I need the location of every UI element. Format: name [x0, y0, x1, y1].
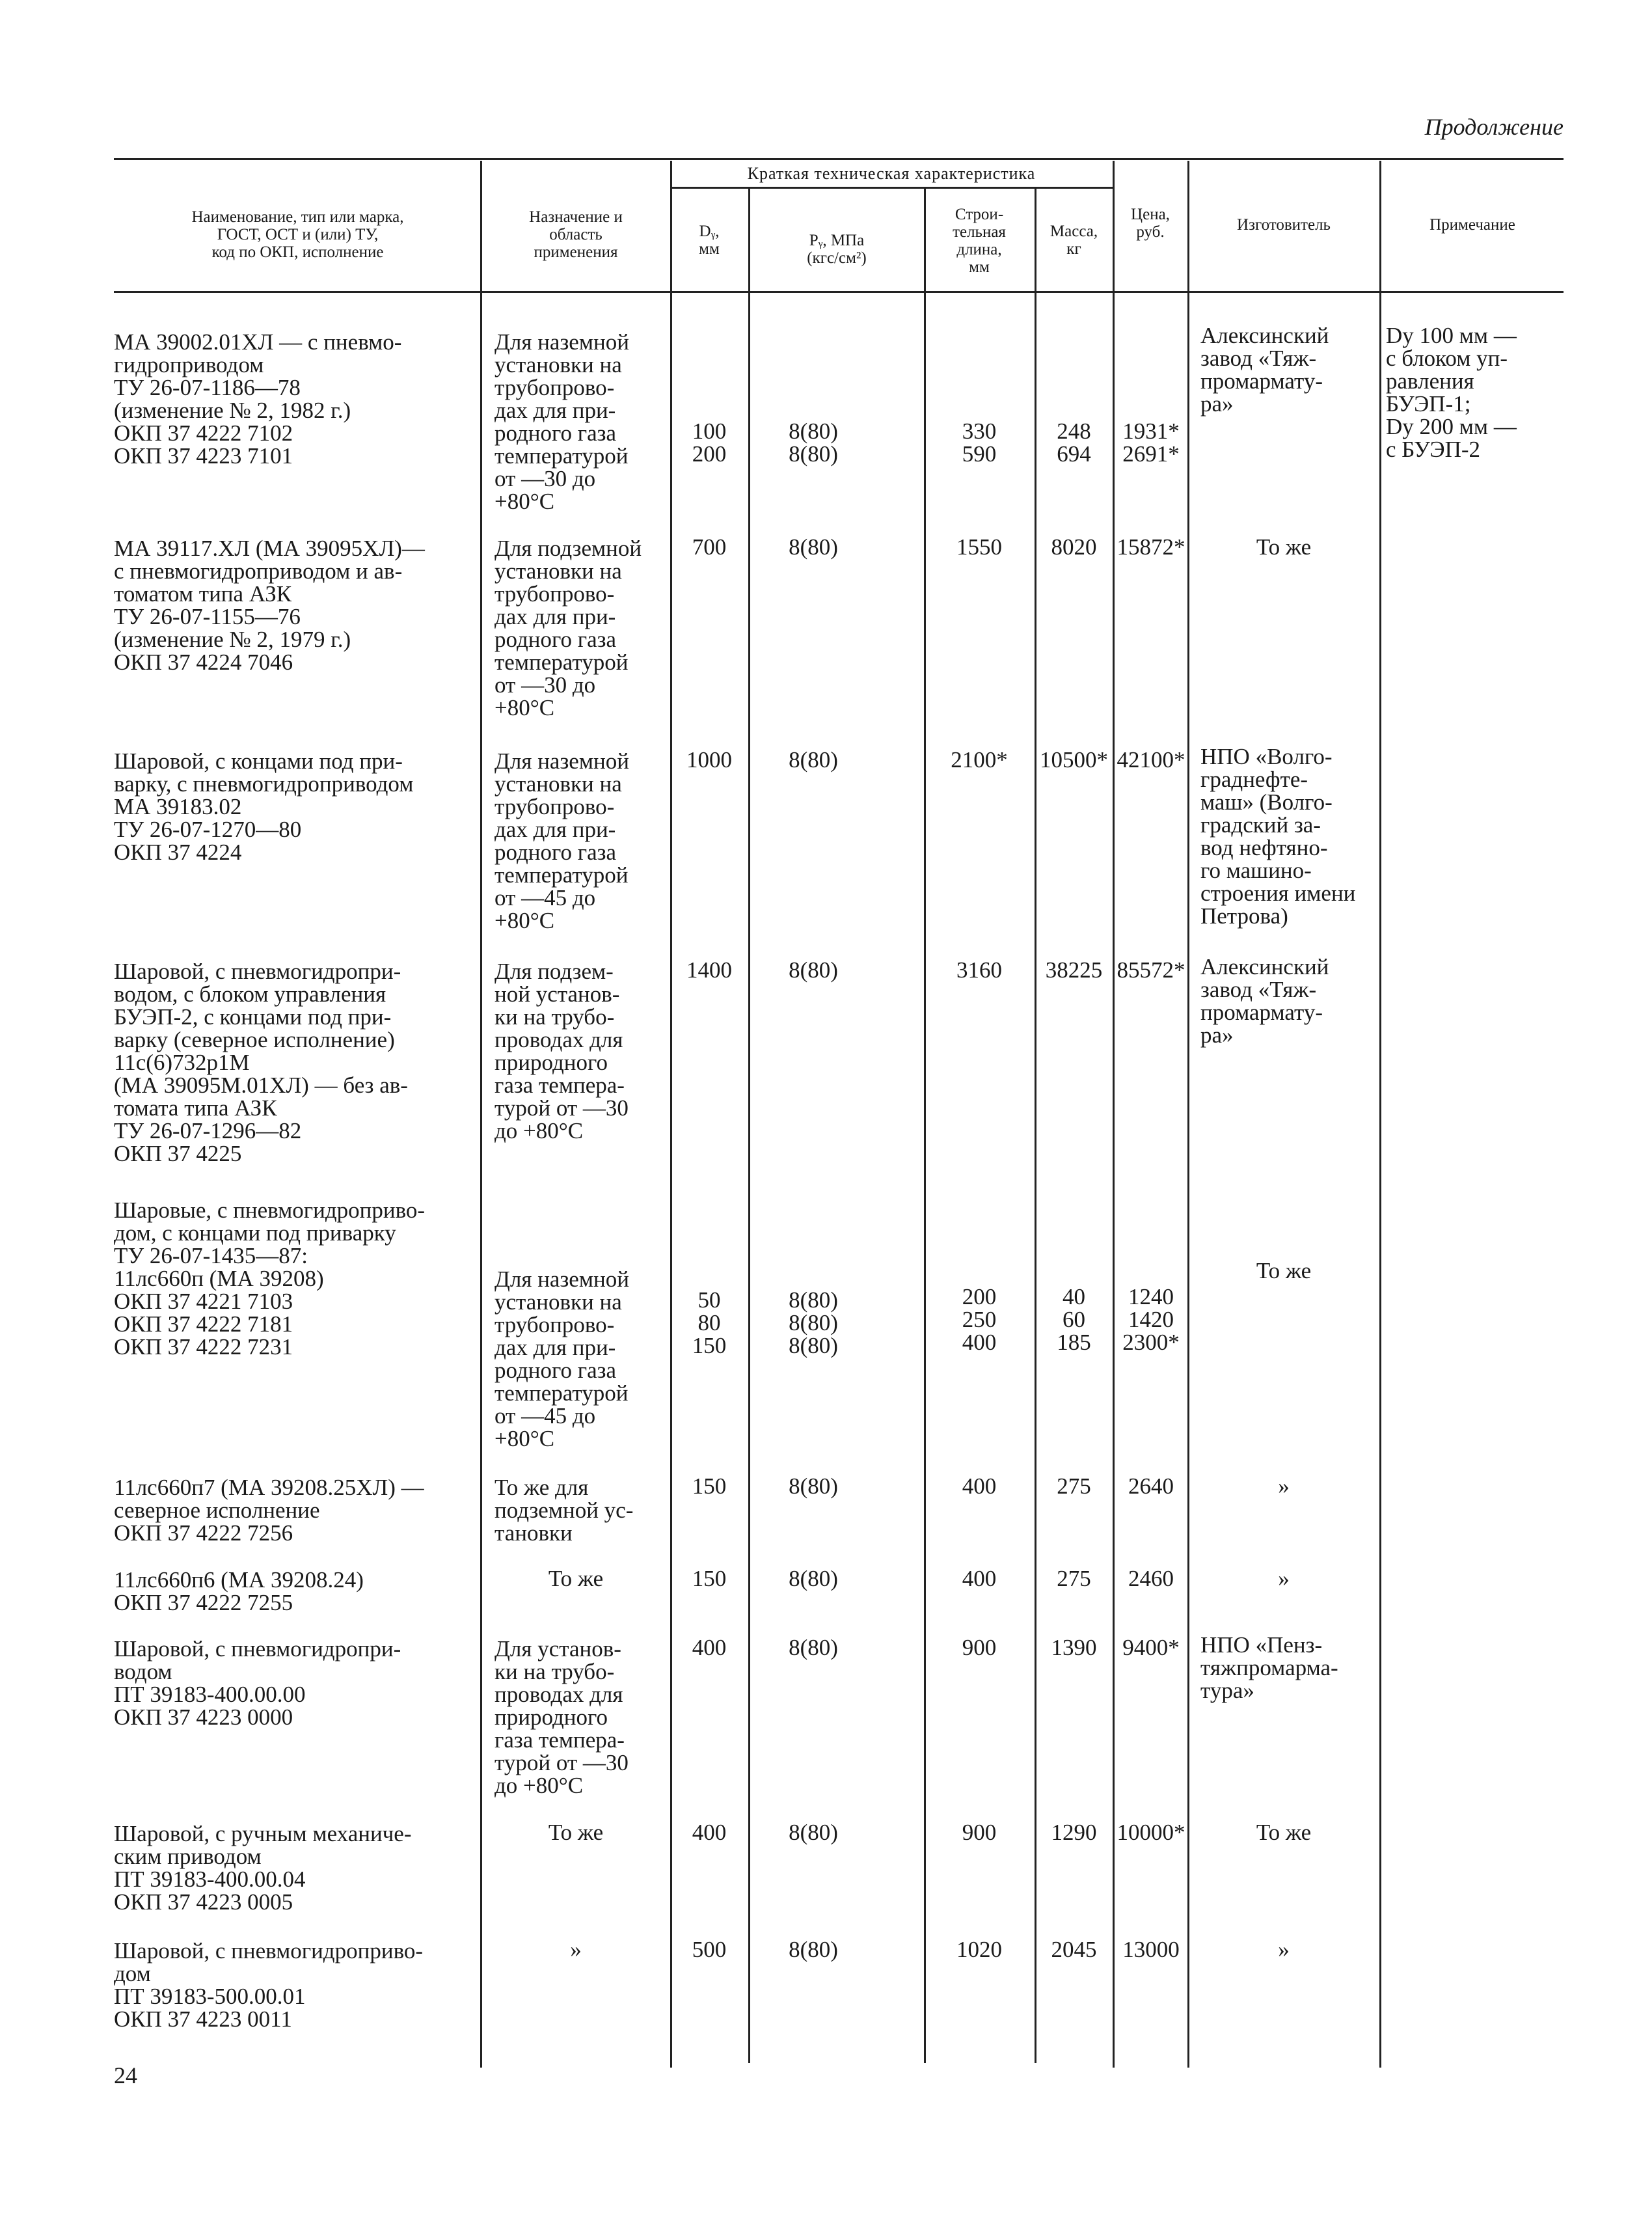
row-4-purpose: Для наземной установки на трубопрово- дах для при- родного газа температурой от —45 до +80°С [494, 1266, 629, 1451]
row-9-purpose: » [570, 1937, 582, 1962]
row-6-dy: 150 [692, 1566, 727, 1591]
row-0-length: 330 590 [962, 418, 997, 467]
row-3-mass: 38225 [1045, 957, 1103, 983]
row-6-mass: 275 [1057, 1566, 1091, 1591]
row-7-length: 900 [962, 1635, 997, 1660]
row-8-purpose: То же [548, 1820, 604, 1845]
tech-group-rule [670, 187, 1113, 189]
row-8-price: 10000* [1117, 1820, 1185, 1845]
header-purpose: Назначение и область применения [529, 208, 623, 261]
row-0-mass: 248 694 [1057, 418, 1091, 467]
row-1-price: 15872* [1117, 534, 1185, 560]
row-8-length: 900 [962, 1820, 997, 1845]
row-3-length: 3160 [956, 957, 1002, 983]
header-py: Pᵧ, МПа (кгс/см²) [807, 232, 867, 267]
row-2-length: 2100* [951, 747, 1008, 773]
row-3-price: 85572* [1117, 957, 1185, 983]
row-9-dy: 500 [692, 1937, 727, 1962]
row-1-purpose: Для подземной установки на трубопрово- дах для при- родного газа температурой от —30 до +80°С [494, 536, 642, 720]
row-2-name: Шаровой, с концами под при- варку, с пневмогидроприводом МА 39183.02 ТУ 26-07-1270—80 ОКП 37 4224 [114, 748, 414, 865]
row-3-dy: 1400 [686, 957, 732, 983]
row-6-name: 11лс660п6 (МА 39208.24) ОКП 37 4222 7255 [114, 1567, 364, 1615]
header-price: Цена, руб. [1131, 206, 1170, 241]
row-0-price: 1931* 2691* [1122, 418, 1180, 467]
col-rule-2 [670, 161, 672, 2068]
row-5-price: 2640 [1128, 1473, 1174, 1499]
row-6-length: 400 [962, 1566, 997, 1591]
header-dy: Dᵧ, мм [699, 223, 720, 258]
row-8-dy: 400 [692, 1820, 727, 1845]
header-maker: Изготовитель [1237, 216, 1331, 234]
row-9-name: Шаровой, с пневмогидроприво- дом ПТ 39183-500.00.01 ОКП 37 4223 0011 [114, 1938, 424, 2032]
header-tech-group: Краткая техническая характеристика [747, 164, 1036, 183]
row-1-mass: 8020 [1051, 534, 1097, 560]
row-2-maker: НПО «Волго- граднефте- маш» (Волго- градский за- вод нефтяно- го машино- строения имени Петрова) [1200, 744, 1356, 929]
row-8-py: 8(80) [789, 1820, 838, 1845]
row-8-name: Шаровой, с ручным механиче- ским приводом ПТ 39183-400.00.04 ОКП 37 4223 0005 [114, 1821, 412, 1915]
row-7-mass: 1390 [1051, 1635, 1097, 1660]
row-0-name: МА 39002.01ХЛ — с пневмо- гидроприводом ТУ 26-07-1186—78 (изменение № 2, 1982 г.) ОКП 37 4222 7102 ОКП 37 4223 7101 [114, 329, 402, 469]
row-1-name: МА 39117.ХЛ (МА 39095ХЛ)— с пневмогидроприводом и ав- томатом типа АЗК ТУ 26-07-1155—76 (изменение № 2, 1979 г.) ОКП 37 4224 7046 [114, 536, 425, 675]
row-0-maker: Алексинский завод «Тяж- промармату- ра» [1200, 323, 1329, 417]
row-0-note: Dу 100 мм — с блоком уп- равления БУЭП-1; Dу 200 мм — с БУЭП-2 [1386, 323, 1517, 462]
header-mass: Масса, кг [1049, 223, 1098, 258]
continuation-label: Продолжение [1424, 114, 1564, 140]
row-3-maker: Алексинский завод «Тяж- промармату- ра» [1200, 954, 1329, 1048]
header-bottom-rule [114, 291, 1564, 293]
row-4-maker: То же [1256, 1258, 1312, 1283]
row-7-price: 9400* [1122, 1635, 1180, 1660]
row-5-mass: 275 [1057, 1473, 1091, 1499]
row-2-price: 42100* [1117, 747, 1185, 773]
row-5-maker: » [1278, 1473, 1290, 1499]
row-5-name: 11лс660п7 (МА 39208.25ХЛ) — северное исполнение ОКП 37 4222 7256 [114, 1475, 424, 1546]
row-5-dy: 150 [692, 1473, 727, 1499]
row-6-purpose: То же [548, 1566, 604, 1591]
row-4-length: 200 250 400 [962, 1284, 997, 1355]
row-6-maker: » [1278, 1566, 1290, 1591]
row-2-py: 8(80) [789, 747, 838, 773]
page-number: 24 [114, 2062, 137, 2088]
row-2-dy: 1000 [686, 747, 732, 773]
row-3-py: 8(80) [789, 957, 838, 983]
row-4-py: 8(80) 8(80) 8(80) [789, 1287, 838, 1358]
col-rule-1 [480, 161, 482, 2068]
header-name: Наименование, тип или марка, ГОСТ, ОСТ и (или) ТУ, код по ОКП, исполнение [191, 208, 404, 261]
row-6-price: 2460 [1128, 1566, 1174, 1591]
row-3-purpose: Для подзем- ной установ- ки на трубо- проводах для природного газа темпера- турой от —30 до +80°С [494, 959, 629, 1143]
row-0-py: 8(80) 8(80) [789, 418, 838, 467]
row-9-price: 13000 [1122, 1937, 1180, 1962]
row-9-py: 8(80) [789, 1937, 838, 1962]
row-9-mass: 2045 [1051, 1937, 1097, 1962]
row-8-mass: 1290 [1051, 1820, 1097, 1845]
row-8-maker: То же [1256, 1820, 1312, 1845]
row-0-dy: 100 200 [692, 418, 727, 467]
row-1-maker: То же [1256, 534, 1312, 560]
row-7-maker: НПО «Пенз- тяжпромарма- тура» [1200, 1632, 1338, 1703]
header-note: Примечание [1429, 216, 1515, 234]
row-2-mass: 10500* [1040, 747, 1108, 773]
table-top-rule [114, 158, 1564, 160]
row-1-py: 8(80) [789, 534, 838, 560]
col-rule-4 [924, 189, 926, 2063]
row-4-price: 1240 1420 2300* [1122, 1284, 1180, 1355]
row-9-maker: » [1278, 1937, 1290, 1962]
row-4-dy: 50 80 150 [692, 1287, 727, 1358]
row-1-dy: 700 [692, 534, 727, 560]
row-1-length: 1550 [956, 534, 1002, 560]
row-7-purpose: Для установ- ки на трубо- проводах для природного газа темпера- турой от —30 до +80°С [494, 1636, 629, 1798]
col-rule-5 [1035, 189, 1036, 2063]
col-rule-7 [1187, 161, 1189, 2068]
row-4-name: Шаровые, с пневмогидроприво- дом, с концами под приварку ТУ 26-07-1435—87: 11лс660п (МА 39208) ОКП 37 4221 7103 ОКП 37 4222 7181 ОКП 37 4222 7231 [114, 1197, 426, 1360]
row-4-mass: 40 60 185 [1057, 1284, 1091, 1355]
row-7-name: Шаровой, с пневмогидропри- водом ПТ 39183-400.00.00 ОКП 37 4223 0000 [114, 1636, 401, 1730]
header-length: Строи- тельная длина, мм [953, 206, 1006, 276]
row-0-purpose: Для наземной установки на трубопрово- дах для при- родного газа температурой от —30 до +80°С [494, 329, 629, 514]
row-9-length: 1020 [956, 1937, 1002, 1962]
row-5-purpose: То же для подземной ус- тановки [494, 1475, 634, 1546]
row-7-dy: 400 [692, 1635, 727, 1660]
row-6-py: 8(80) [789, 1566, 838, 1591]
row-7-py: 8(80) [789, 1635, 838, 1660]
col-rule-3 [748, 189, 750, 2063]
row-3-name: Шаровой, с пневмогидропри- водом, с блоком управления БУЭП-2, с концами под при- варку (северное исполнение) 11с(6)732р1М (МА 39095М.01ХЛ) — без ав- томата типа АЗК ТУ 26-07-1296—82 ОКП 37 4225 [114, 959, 408, 1166]
col-rule-8 [1379, 161, 1381, 2068]
row-5-length: 400 [962, 1473, 997, 1499]
row-5-py: 8(80) [789, 1473, 838, 1499]
row-2-purpose: Для наземной установки на трубопрово- дах для при- родного газа температурой от —45 до +80°С [494, 748, 629, 933]
